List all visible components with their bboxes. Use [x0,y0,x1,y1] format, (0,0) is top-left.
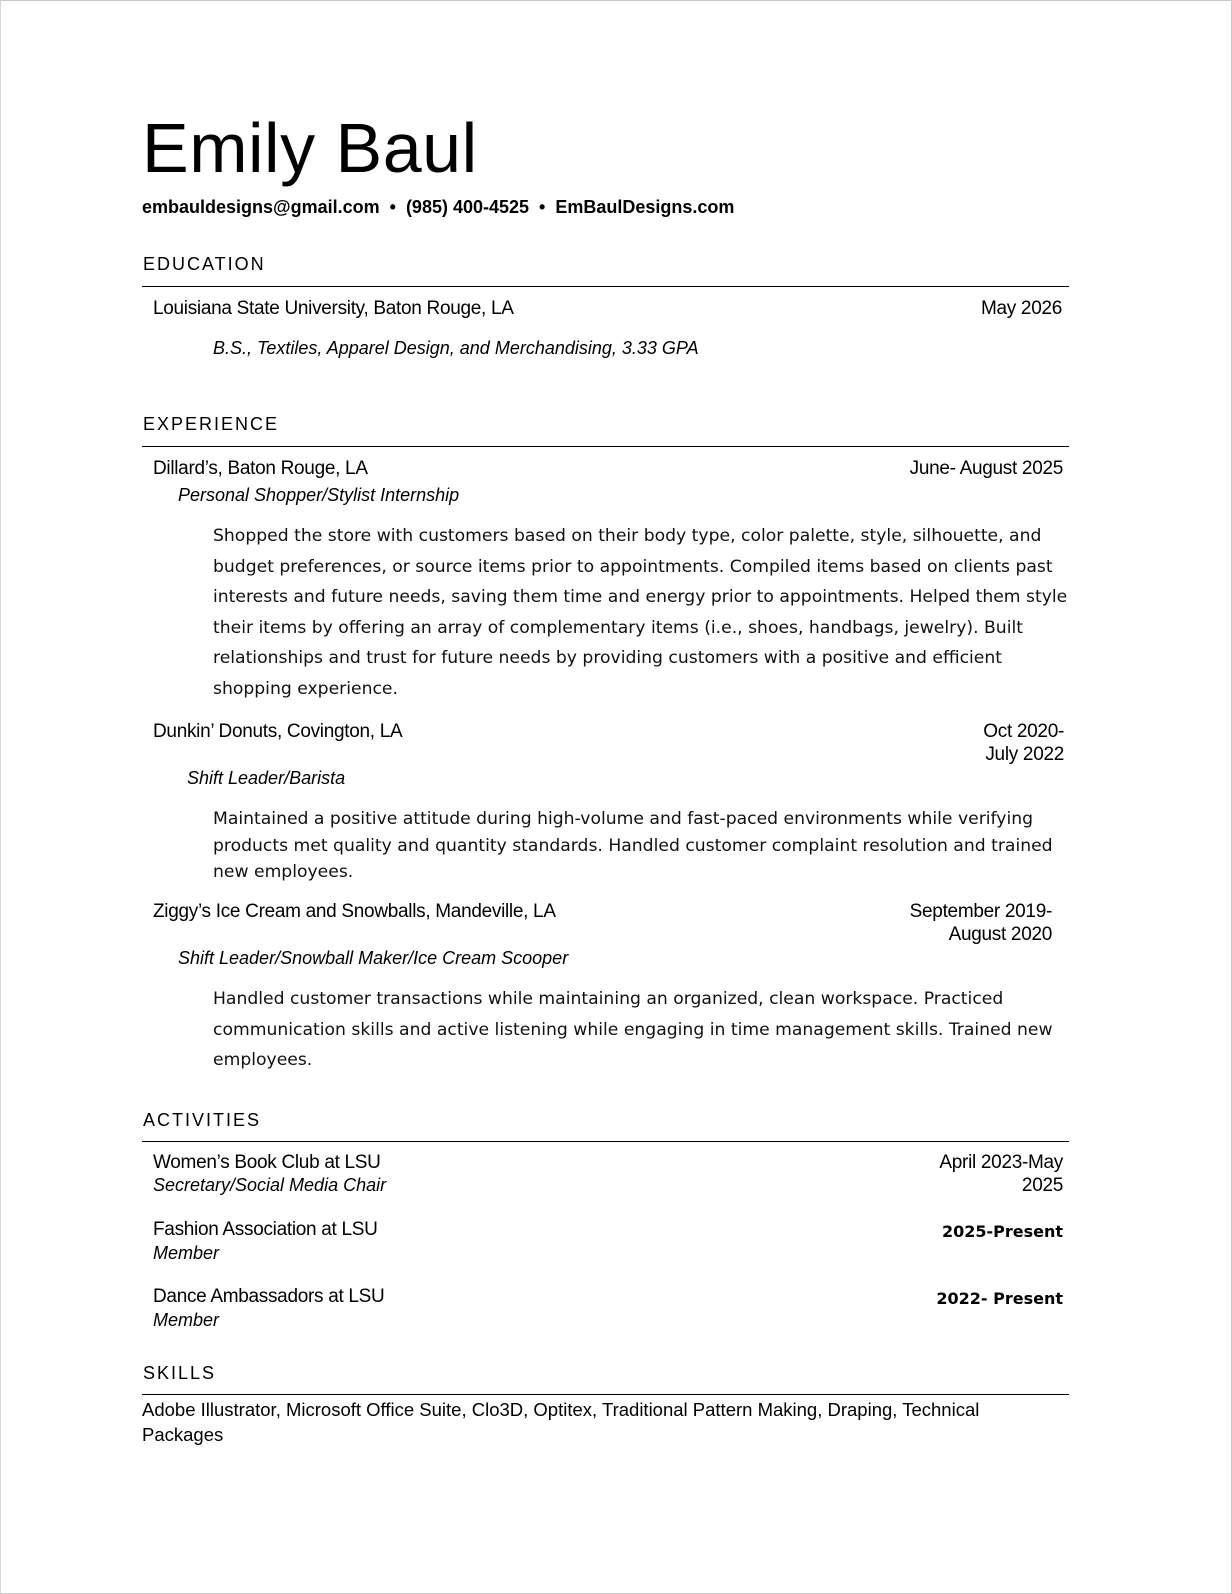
job-description: Maintained a positive attitude during high-volume and fast-paced environments while verifying products met quality and quantity standards. Handled customer complaint resolution and trained new employees. [213,809,1053,882]
section-divider [142,446,1069,447]
job-description: Handled customer transactions while maintaining an organized, clean workspace. Practiced communication skills and active listening while engaging in time management skills. Trained new employees. [213,989,1053,1070]
website-link[interactable]: EmBaulDesigns.com [555,197,735,217]
section-divider [142,1394,1069,1395]
activity-date-line1: April 2023-May [939,1152,1063,1173]
job-date-line1: September 2019- [909,901,1052,922]
job-role: Shift Leader/Barista [187,768,346,788]
section-divider [142,1141,1069,1142]
activity-org: Dance Ambassadors at LSU [153,1286,385,1307]
job-org: Dillard’s, Baton Rouge, LA [153,458,368,479]
education-date: May 2026 [980,298,1062,319]
experience-heading: EXPERIENCE [143,414,280,434]
job-org: Dunkin’ Donuts, Covington, LA [153,721,403,742]
job-date-line2: July 2022 [985,744,1064,765]
education-degree: B.S., Textiles, Apparel Design, and Merchandising, 3.33 GPA [213,338,699,358]
skills-heading: SKILLS [143,1363,217,1383]
job-date: June- August 2025 [909,458,1063,479]
job-date-line1: Oct 2020- [983,721,1064,742]
activity-date-line2: 2025 [1021,1175,1063,1196]
activity-date: 2022- Present [936,1289,1063,1308]
activities-heading: ACTIVITIES [143,1110,262,1130]
activity-org: Fashion Association at LSU [153,1219,378,1240]
skills-list: Adobe Illustrator, Microsoft Office Suite, Clo3D, Optitex, Traditional Pattern Making, Draping, Technical Packages [142,1399,980,1445]
job-role: Personal Shopper/Stylist Internship [178,485,460,505]
activity-date: 2025-Present [941,1222,1063,1241]
activity-role: Member [153,1310,220,1330]
activity-org: Women’s Book Club at LSU [153,1152,381,1173]
education-heading: EDUCATION [143,254,266,274]
education-school: Louisiana State University, Baton Rouge, LA [153,298,514,319]
job-org: Ziggy’s Ice Cream and Snowballs, Mandeville, LA [153,901,556,922]
job-description: Shopped the store with customers based on their body type, color palette, style, silhouette, and budget preferences, or source items prior to appointments. Compiled items based on clients past interests and future needs, saving them time and energy prior to appointments. Helped them style their items by offering an array of complementary items (i.e., shoes, handbags, jewelry). Built relationships and trust for future needs by providing customers with a positive and efficient shopping experience. [213,526,1068,699]
contact-separator: • [389,197,396,217]
contact-separator: • [539,197,546,217]
section-divider [142,286,1069,287]
activity-role: Secretary/Social Media Chair [153,1175,387,1195]
job-date-line2: August 2020 [948,924,1052,945]
phone-number[interactable]: (985) 400-4525 [405,197,530,217]
activity-role: Member [153,1243,220,1263]
email-link[interactable]: embauldesigns@gmail.com [142,197,380,217]
contact-line [142,195,734,219]
applicant-name: Emily Baul [142,109,478,187]
job-role: Shift Leader/Snowball Maker/Ice Cream Scooper [178,948,569,968]
